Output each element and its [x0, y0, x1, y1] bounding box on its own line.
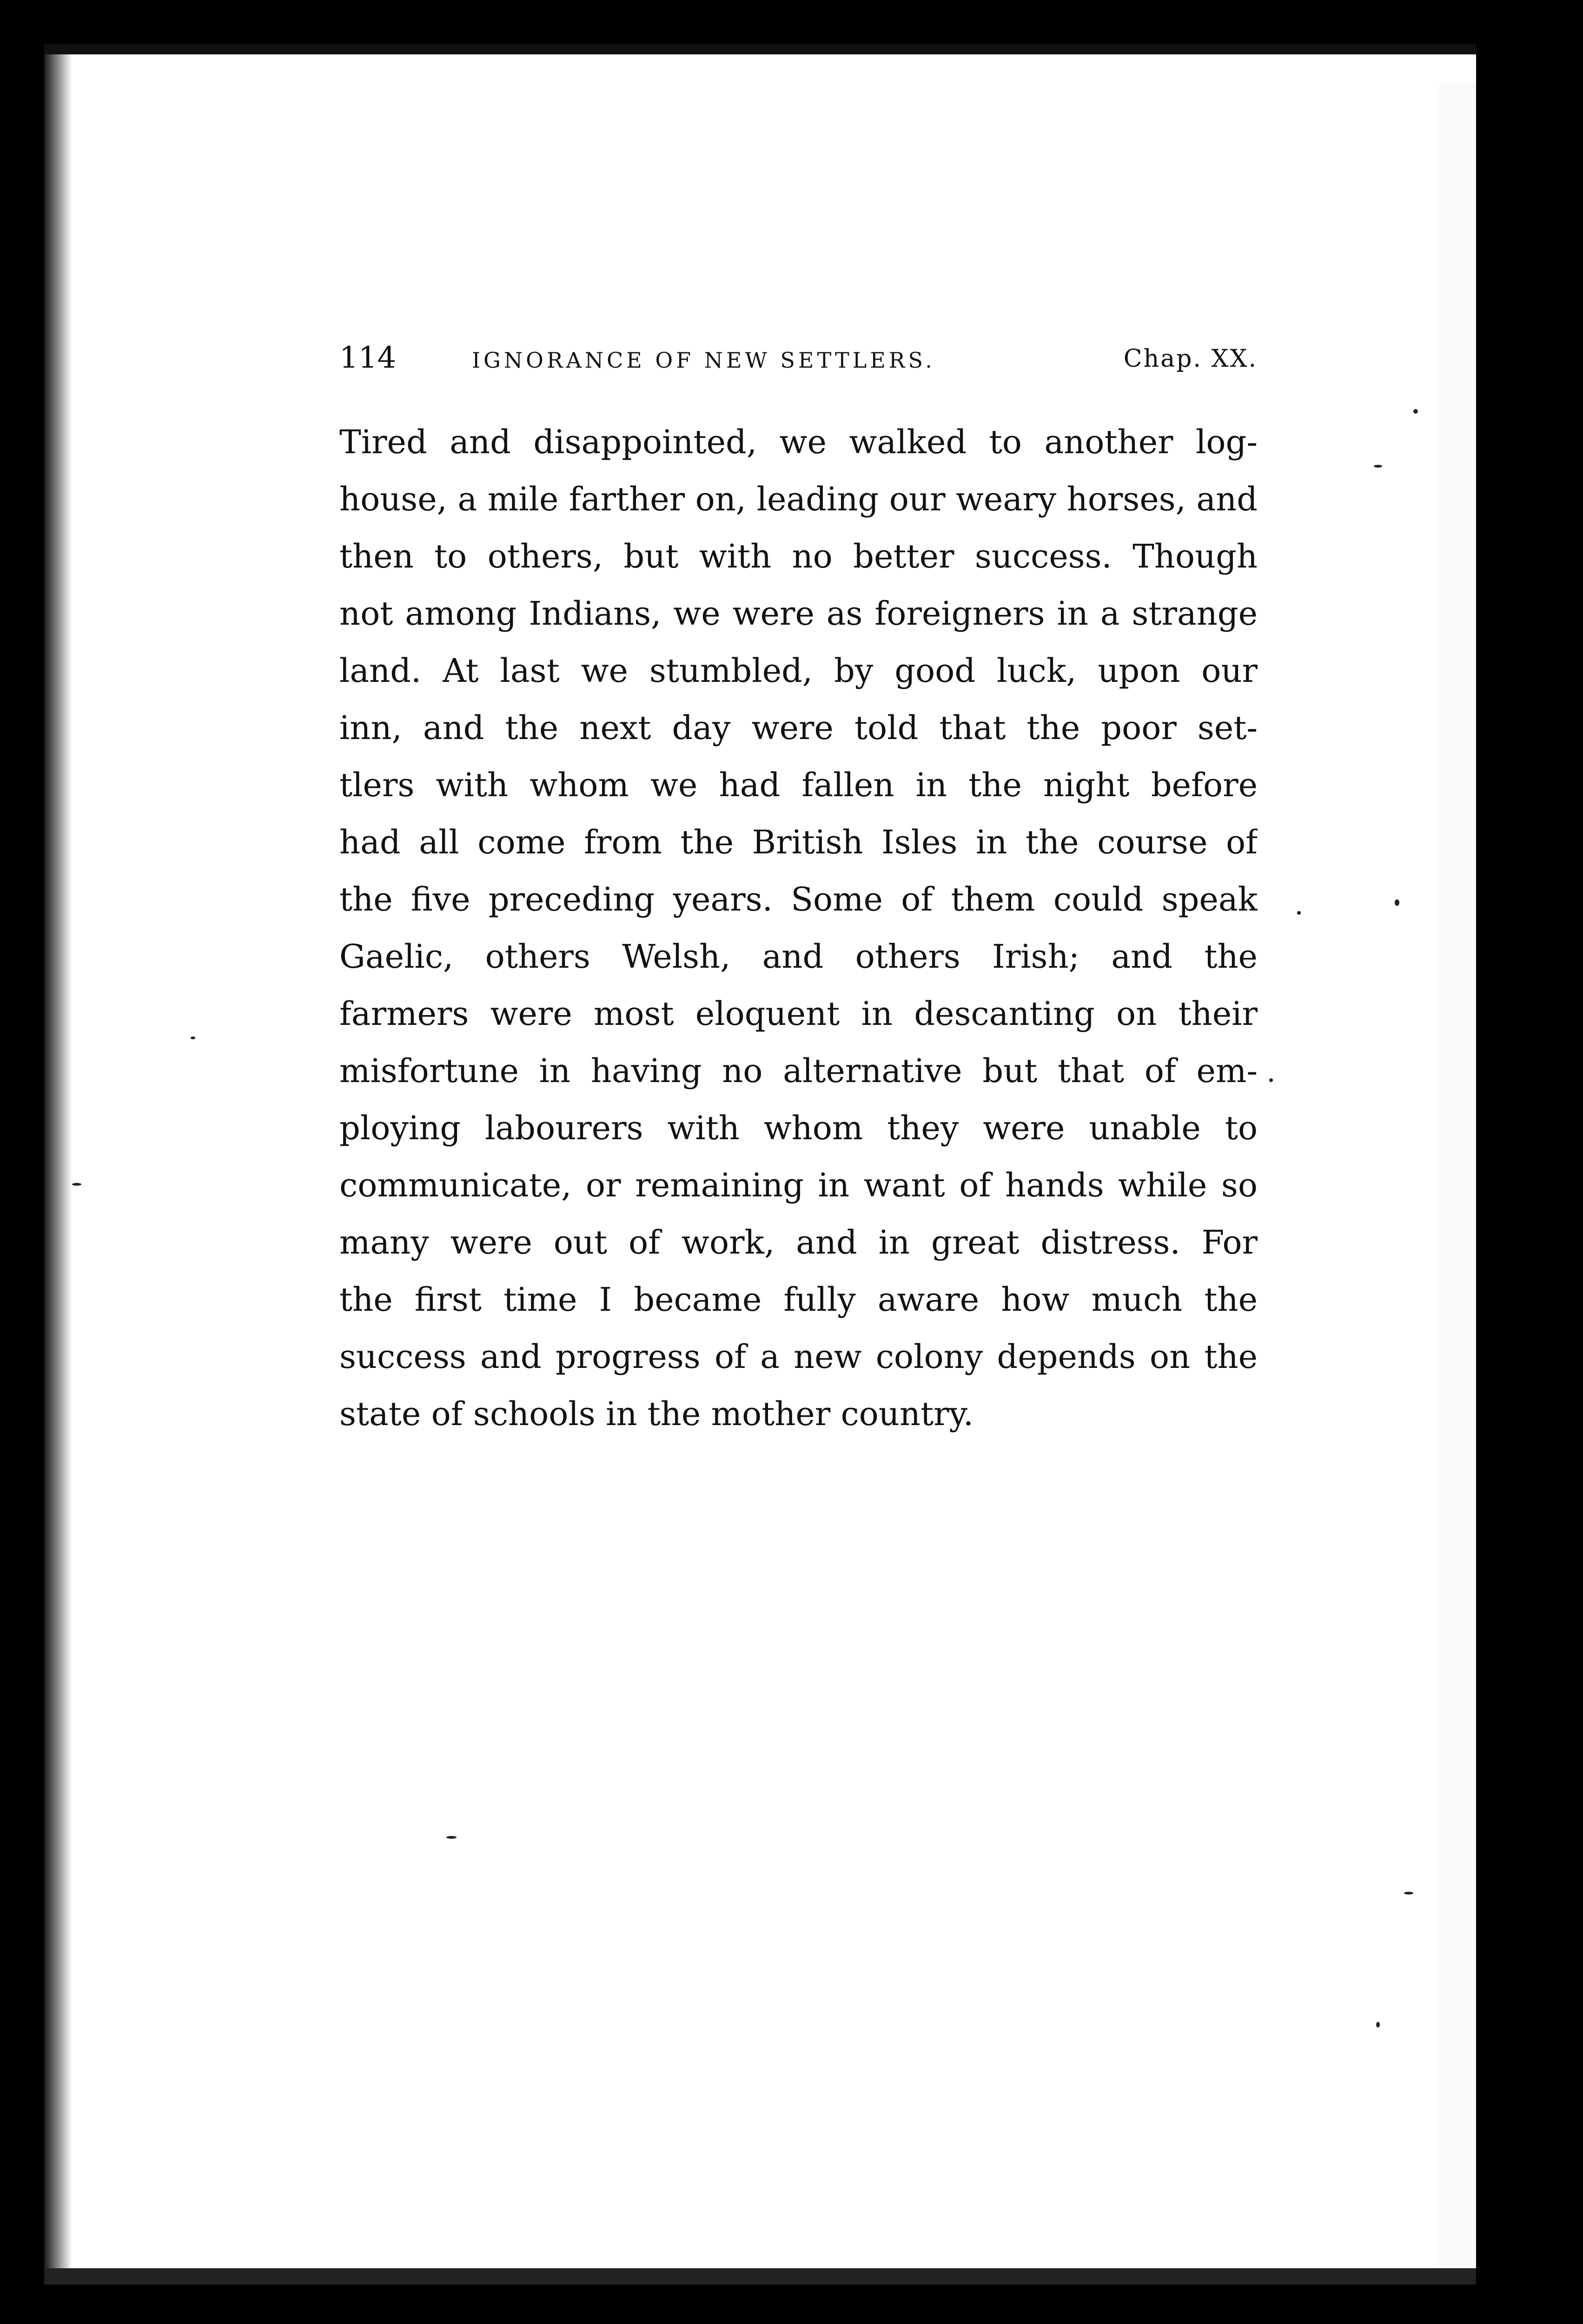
running-header: [339, 342, 1258, 374]
scan-speck: [191, 1037, 195, 1039]
text-line: success and progress of a new colony depends on the: [339, 1338, 1258, 1376]
text-line: Gaelic, others Welsh, and others Irish; and the: [339, 938, 1258, 976]
scan-speck: [446, 1836, 457, 1839]
text-line: house, a mile farther on, leading our weary horses, and: [339, 480, 1258, 518]
text-line: inn, and the next day were told that the poor set-: [339, 709, 1258, 747]
text-line: tlers with whom we had fallen in the night before: [339, 766, 1258, 804]
scan-background-right: [1476, 0, 1583, 2324]
text-line: ploying labourers with whom they were unable to: [339, 1109, 1258, 1147]
page-bottom-edge: [44, 2268, 1476, 2284]
text-line: communicate, or remaining in want of hands while so: [339, 1166, 1258, 1204]
chapter-label: Chap. XX.: [1123, 345, 1258, 373]
text-line: farmers were most eloquent in descanting on their: [339, 995, 1258, 1033]
page-right-margin: [1439, 84, 1476, 2268]
text-line: the five preceding years. Some of them could speak: [339, 880, 1258, 918]
text-line: had all come from the British Isles in the course of: [339, 823, 1258, 861]
scan-speck: [1404, 1892, 1413, 1895]
text-line: land. At last we stumbled, by good luck, upon our: [339, 652, 1258, 690]
scan-speck: [1376, 2022, 1380, 2027]
scan-speck: [1297, 911, 1301, 915]
text-line: not among Indians, we were as foreigners in a strange: [339, 594, 1258, 633]
scan-speck: [1413, 409, 1418, 414]
page-top-edge: [44, 44, 1476, 54]
scan-speck: [1269, 1078, 1273, 1082]
text-line: then to others, but with no better success. Though: [339, 537, 1258, 575]
page-binding-shadow: [44, 44, 72, 2284]
page-number: 114: [339, 341, 397, 375]
text-line: state of schools in the mother country.: [339, 1395, 974, 1433]
text-line: Tired and disappointed, we walked to another log-: [339, 423, 1258, 461]
running-title: IGNORANCE OF NEW SETTLERS.: [472, 348, 935, 373]
text-line: the first time I became fully aware how much the: [339, 1281, 1258, 1319]
scan-speck: [72, 1183, 81, 1186]
text-line: many were out of work, and in great distress. For: [339, 1223, 1258, 1261]
scan-speck: [1395, 899, 1399, 906]
scan-speck: [1374, 465, 1382, 468]
body-paragraph: [339, 414, 1258, 1443]
text-line: misfortune in having no alternative but that of em-: [339, 1052, 1258, 1090]
